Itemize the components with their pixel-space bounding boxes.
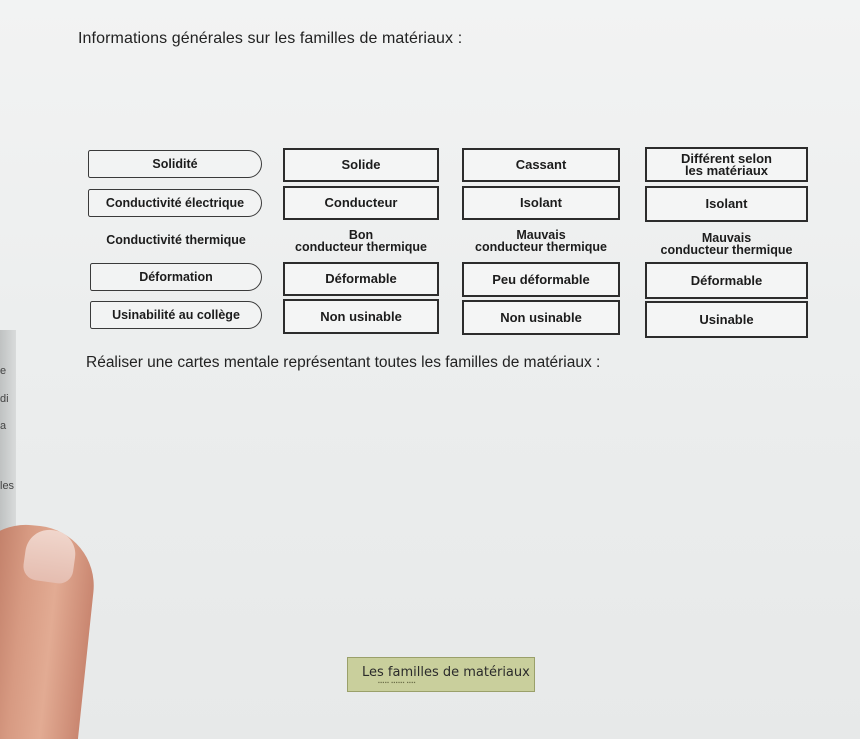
cell-line: conducteur thermique — [295, 240, 427, 254]
edge-fragment: a — [0, 420, 7, 432]
instruction-text: Réaliser une cartes mentale représentant toutes les familles de matériaux : — [86, 354, 601, 371]
cell-usinabilite-col2: Non usinable — [462, 300, 620, 335]
cell-line: Différent selon — [680, 150, 772, 166]
cell-deformation-col3: Déformable — [645, 262, 808, 299]
cell-line: conducteur thermique — [475, 240, 607, 254]
cell-conductivite-thermique-col1 — [283, 229, 439, 253]
cell-deformation-col1: Déformable — [283, 262, 439, 296]
row-label-usinabilite: Usinabilité au collège — [90, 301, 262, 329]
cell-solidite-col3 — [645, 147, 808, 182]
cell-conductivite-thermique-col3 — [645, 232, 808, 256]
cell-line: Mauvais — [516, 228, 566, 242]
cell-line: les matériaux — [684, 162, 769, 178]
cell-solidite-col1: Solide — [283, 148, 439, 182]
cell-conductivite-electrique-col3: Isolant — [645, 186, 808, 222]
row-label-conductivite-electrique: Conductivité électrique — [88, 189, 262, 217]
page-heading: Informations générales sur les familles de matériaux : — [78, 30, 463, 47]
edge-fragment: les — [0, 480, 15, 492]
cell-conductivite-electrique-col2: Isolant — [462, 186, 620, 220]
cell-line: Bon — [348, 228, 374, 242]
cell-usinabilite-col3: Usinable — [645, 301, 808, 338]
cell-conductivite-electrique-col1: Conducteur — [283, 186, 439, 220]
row-label-solidite: Solidité — [88, 150, 262, 178]
cell-line: conducteur thermique — [660, 243, 793, 257]
cell-solidite-col2: Cassant — [462, 148, 620, 182]
cell-usinabilite-col1: Non usinable — [283, 299, 439, 334]
cell-deformation-col2: Peu déformable — [462, 262, 620, 297]
cell-line: Mauvais — [701, 231, 752, 245]
sticker-fine-print: ▪▪▪▪▪ ▪▪▪▪▪▪ ▪▪▪▪ — [378, 680, 416, 686]
cell-conductivite-thermique-col2 — [462, 229, 620, 253]
row-label-conductivite-thermique: Conductivité thermique — [106, 233, 246, 247]
row-label-deformation: Déformation — [90, 263, 262, 291]
mind-map-center-label — [347, 657, 535, 692]
edge-fragment: di — [0, 393, 9, 405]
sticker-title: Les familles de matériaux — [362, 665, 530, 680]
edge-fragment: e — [0, 365, 7, 377]
